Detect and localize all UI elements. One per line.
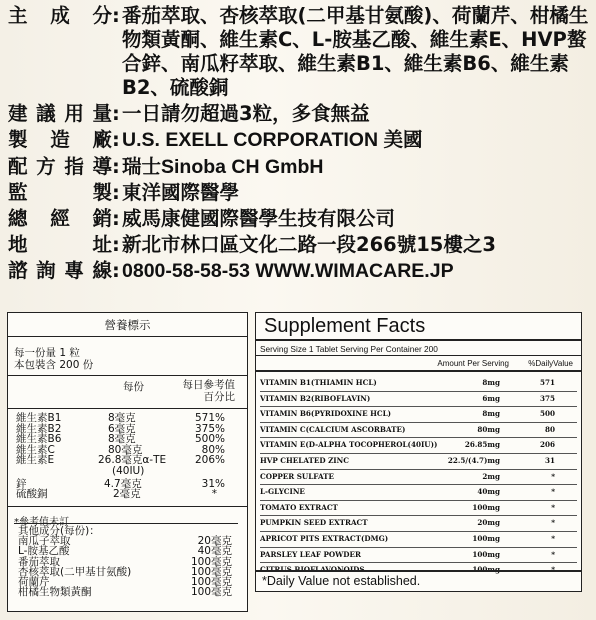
nutrition-header <box>8 376 247 404</box>
other-ingredients-list <box>14 524 238 597</box>
reference-note: *參考值未訂 <box>14 516 69 528</box>
table-row: 維生素E 26.8毫克α-TE 206% <box>16 454 225 467</box>
supplement-footnote: *Daily Value not established. <box>256 570 581 591</box>
other-title: 其他成分(每份)： <box>18 525 100 537</box>
info-row-ingredients: 主 成 分 : 番茄萃取、杏核萃取(二甲基甘氨酸)、荷蘭芹、柑橘生物類黃酮、維生素C、L-胺基乙酸、維生素E、HVP螯合鋅、南瓜籽萃取、維生素B1、維生素B6、維生素B2、硫酸銅 <box>8 4 594 100</box>
supplement-serving: Serving Size 1 Tablet Serving Per Container 200 <box>256 341 581 356</box>
product-info <box>8 4 594 286</box>
nutrition-title: 營養標示 <box>8 313 247 337</box>
table-row: 鋅 4.7毫克 31% <box>16 477 225 490</box>
dosage-value: 一日請勿超過3粒，多食無益 <box>122 102 370 126</box>
supervisor-value: 東洋國際醫學 <box>122 180 240 204</box>
col-amount-header: 每份 <box>123 381 144 393</box>
manufacturer-value: U.S. EXELL CORPORATION 美國 <box>122 129 423 152</box>
serving-size: 每一份量 1 粒 <box>14 347 80 359</box>
info-label: 諮 詢 專 線 <box>8 259 112 283</box>
table-row: HVP CHELATED ZINC 22.5/(4.7)mg 31 <box>260 454 577 470</box>
info-row-formula: 配 方 指 導 : 瑞士Sinoba CH GmbH <box>8 155 594 179</box>
hotline-value: 0800-58-58-53 WWW.WIMACARE.JP <box>122 260 454 283</box>
info-row-supervisor: 監 製 : 東洋國際醫學 <box>8 181 594 205</box>
table-row: APRICOT PITS EXTRACT(DMG) 100mg * <box>260 532 577 548</box>
table-row: 維生素B1 8毫克 571% <box>16 412 225 424</box>
table-row: TOMATO EXTRACT 100mg * <box>260 501 577 517</box>
table-row: 維生素C 80毫克 80% <box>16 443 225 456</box>
info-row-hotline: 諮 詢 專 線 : 0800-58-58-53 WWW.WIMACARE.JP <box>8 259 594 283</box>
table-row: COPPER SULFATE 2mg * <box>260 470 577 486</box>
table-row: PARSLEY LEAF POWDER 100mg * <box>260 548 577 564</box>
supplement-facts-panel <box>255 312 582 592</box>
info-label: 建 議 用 量 <box>8 102 112 126</box>
list-item: 荷蘭芹 100毫克 <box>18 575 232 588</box>
info-label: 主 成 分 <box>8 4 112 27</box>
list-item: L-胺基乙酸 40毫克 <box>18 545 232 558</box>
info-label: 總 經 銷 <box>8 206 112 230</box>
table-row: 維生素B6 8毫克 500% <box>16 433 225 446</box>
table-row: 硫酸銅 2毫克 * <box>16 488 217 501</box>
list-item: 南瓜子萃取 20毫克 <box>18 535 232 548</box>
nutrition-label-panel <box>7 312 248 612</box>
supplement-title: Supplement Facts <box>256 313 581 341</box>
table-row: PUMPKIN SEED EXTRACT 20mg * <box>260 516 577 532</box>
supplement-rows <box>256 372 581 578</box>
info-row-manufacturer: 製 造 廠 : U.S. EXELL CORPORATION 美國 <box>8 128 594 152</box>
table-row: L-GLYCINE 40mg * <box>260 485 577 501</box>
table-row: VITAMIN B2(RIBOFLAVIN) 6mg 375 <box>260 392 577 408</box>
table-row: VITAMIN B1(THIAMIN HCL) 8mg 571 <box>260 376 577 392</box>
address-value: 新北市林口區文化二路一段266號15樓之3 <box>122 233 496 257</box>
table-row: CITRUS BIOFLAVONOIDS 100mg * <box>260 565 555 575</box>
formula-value: 瑞士Sinoba CH GmbH <box>122 155 324 178</box>
supplement-header <box>256 356 581 372</box>
col-amount-header: Amount Per Serving <box>437 359 509 368</box>
info-label: 製 造 廠 <box>8 128 112 152</box>
servings-per-package: 本包裝含 200 份 <box>14 359 94 371</box>
col-daily-header: %DailyValue <box>528 359 573 368</box>
col-daily-header: 每日參考值百分比 <box>182 379 235 403</box>
info-label: 配 方 指 導 <box>8 154 112 178</box>
nutrition-rows <box>8 409 247 500</box>
table-row: (40IU) <box>112 464 145 477</box>
other-ingredients <box>14 523 238 604</box>
list-item: 柑橘生物類黃酮 100毫克 <box>18 586 232 599</box>
table-row: VITAMIN C(CALCIUM ASCORBATE) 80mg 80 <box>260 423 577 439</box>
info-label: 地 址 <box>8 233 112 257</box>
table-row: VITAMIN B6(PYRIDOXINE HCL) 8mg 500 <box>260 407 577 423</box>
info-label: 監 製 <box>8 180 112 204</box>
distributor-value: 威馬康健國際醫學生技有限公司 <box>122 206 396 230</box>
table-row: 維生素B2 6毫克 375% <box>16 422 225 435</box>
table-row: VITAMIN E(D-ALPHA TOCOPHEROL(40IU)) 26.85mg 206 <box>260 438 577 454</box>
list-item: 番茄萃取 100毫克 <box>18 555 232 568</box>
info-row-dosage: 建 議 用 量 : 一日請勿超過3粒，多食無益 <box>8 102 594 126</box>
list-item: 杏核萃取(二甲基甘氨酸) 100毫克 <box>18 565 232 578</box>
info-row-address: 地 址 : 新北市林口區文化二路一段266號15樓之3 <box>8 233 594 257</box>
info-row-distributor: 總 經 銷 : 威馬康健國際醫學生技有限公司 <box>8 207 594 231</box>
ingredients-value: 番茄萃取、杏核萃取(二甲基甘氨酸)、荷蘭芹、柑橘生物類黃酮、維生素C、L-胺基乙酸、維生素E、HVP螯合鋅、南瓜籽萃取、維生素B1、維生素B6、維生素B2、硫酸銅 <box>122 4 589 99</box>
serving-info <box>8 337 247 371</box>
